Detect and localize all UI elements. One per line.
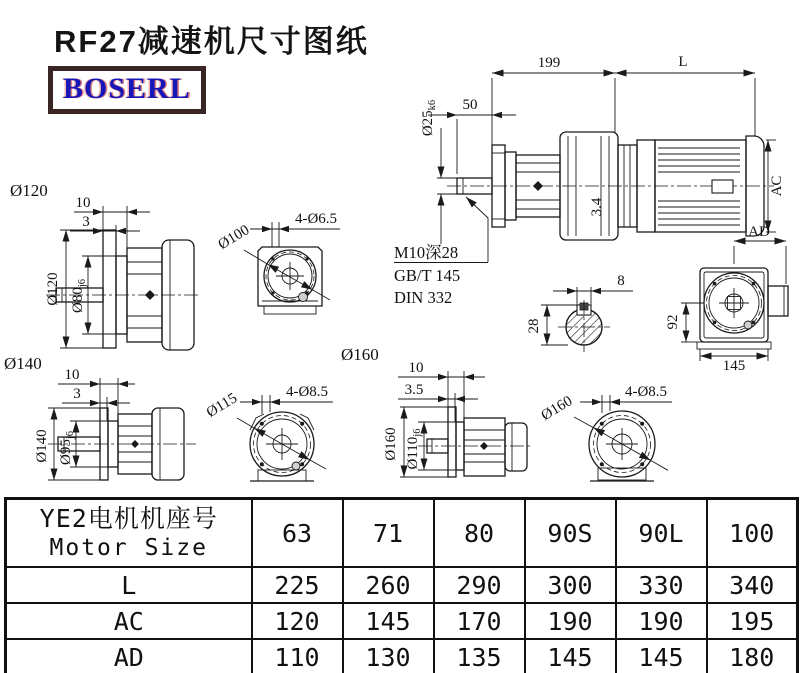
dim-key-width: 8 [617, 273, 625, 289]
table-col-header: 63 [252, 499, 343, 568]
dim-140-10: 10 [64, 367, 80, 383]
note-thread: M10深28 [394, 243, 459, 262]
view-140-label: Ø140 [4, 354, 42, 373]
dim-160s-3-5: 3.5 [404, 382, 424, 398]
shaft-key-section [526, 273, 633, 352]
motor-size-header-cell [6, 499, 252, 568]
row-label: AC [6, 603, 252, 639]
dim-120-hub: $Ø80_{j6}$ [70, 278, 88, 314]
table-row-AD [6, 639, 798, 673]
table-cell: 225 [252, 567, 343, 603]
motor-size-header-en: Motor Size [49, 535, 208, 561]
view-160-group-label: Ø160 [341, 345, 379, 364]
table-cell: 330 [616, 567, 707, 603]
view-115-front [204, 384, 333, 481]
table-cell: 300 [525, 567, 616, 603]
dim-160s-od: Ø160 [383, 427, 399, 461]
dim-160f-od: Ø160 [538, 393, 576, 425]
dim-115-holes: 4-Ø8.5 [285, 384, 329, 400]
table-cell: 145 [525, 639, 616, 673]
row-label: AD [6, 639, 252, 673]
table-cell: 135 [434, 639, 525, 673]
dim-140-3: 3 [73, 386, 81, 402]
dim-160s-hub: $Ø110_{j6}$ [405, 428, 423, 470]
dim-end-145: 145 [722, 358, 746, 374]
table-col-header: 100 [707, 499, 798, 568]
dim-140-od: Ø140 [34, 429, 50, 463]
table-row-AC [6, 603, 798, 639]
dim-main-L: L [678, 54, 688, 70]
dim-140-hub: $Ø95_{j6}$ [58, 430, 76, 466]
table-cell: 145 [616, 639, 707, 673]
table-cell: 120 [252, 603, 343, 639]
dim-100-holes: 4-Ø6.5 [294, 211, 338, 227]
table-header-row [6, 499, 798, 568]
table-cell: 195 [707, 603, 798, 639]
dim-120-10: 10 [75, 195, 91, 211]
dim-160s-10: 10 [408, 360, 424, 376]
table-cell: 340 [707, 567, 798, 603]
row-label: L [6, 567, 252, 603]
table-cell: 190 [525, 603, 616, 639]
table-col-header: 90S [525, 499, 616, 568]
page-title: RF27减速机尺寸图纸 [54, 24, 369, 59]
view-140-side [4, 354, 196, 480]
main-assembly-view [394, 54, 785, 307]
table-col-header: 71 [343, 499, 434, 568]
table-row-L [6, 567, 798, 603]
dim-160f-holes: 4-Ø8.5 [624, 384, 668, 400]
view-160-front [539, 384, 672, 481]
table-cell: 130 [343, 639, 434, 673]
view-160-side [383, 360, 532, 477]
table-cell: 145 [343, 603, 434, 639]
dimension-table-wrap [4, 497, 796, 673]
note-gbt: GB/T 145 [394, 266, 461, 285]
table-col-header: 80 [434, 499, 525, 568]
dim-end-AD: AD [748, 224, 770, 240]
dim-end-92: 92 [665, 314, 681, 330]
note-din: DIN 332 [394, 288, 453, 307]
dim-key-height: 28 [526, 318, 542, 334]
dim-115-od: Ø115 [203, 390, 241, 421]
table-cell: 110 [252, 639, 343, 673]
view-120-label: Ø120 [10, 181, 48, 200]
motor-size-header-cn: YE2电机机座号 [39, 504, 218, 533]
dimension-table [4, 497, 799, 673]
dim-main-50: 50 [462, 97, 478, 113]
table-cell: 190 [616, 603, 707, 639]
dim-120-od: Ø120 [45, 272, 61, 306]
table-col-header: 90L [616, 499, 707, 568]
dim-120-3: 3 [82, 214, 90, 230]
dim-main-3-4: 3.4 [589, 197, 605, 217]
view-120-side [10, 181, 200, 350]
table-cell: 260 [343, 567, 434, 603]
dim-main-shaft: $Ø25_{k6}$ [420, 99, 438, 137]
dim-100-od: Ø100 [215, 222, 253, 254]
table-cell: 180 [707, 639, 798, 673]
dim-main-199: 199 [537, 55, 561, 71]
view-100-front [216, 211, 340, 314]
motor-end-view [665, 224, 788, 374]
table-cell: 170 [434, 603, 525, 639]
dim-main-AC: AC [769, 175, 785, 197]
brand-logo-text: BOSERL [63, 72, 191, 105]
table-cell: 290 [434, 567, 525, 603]
